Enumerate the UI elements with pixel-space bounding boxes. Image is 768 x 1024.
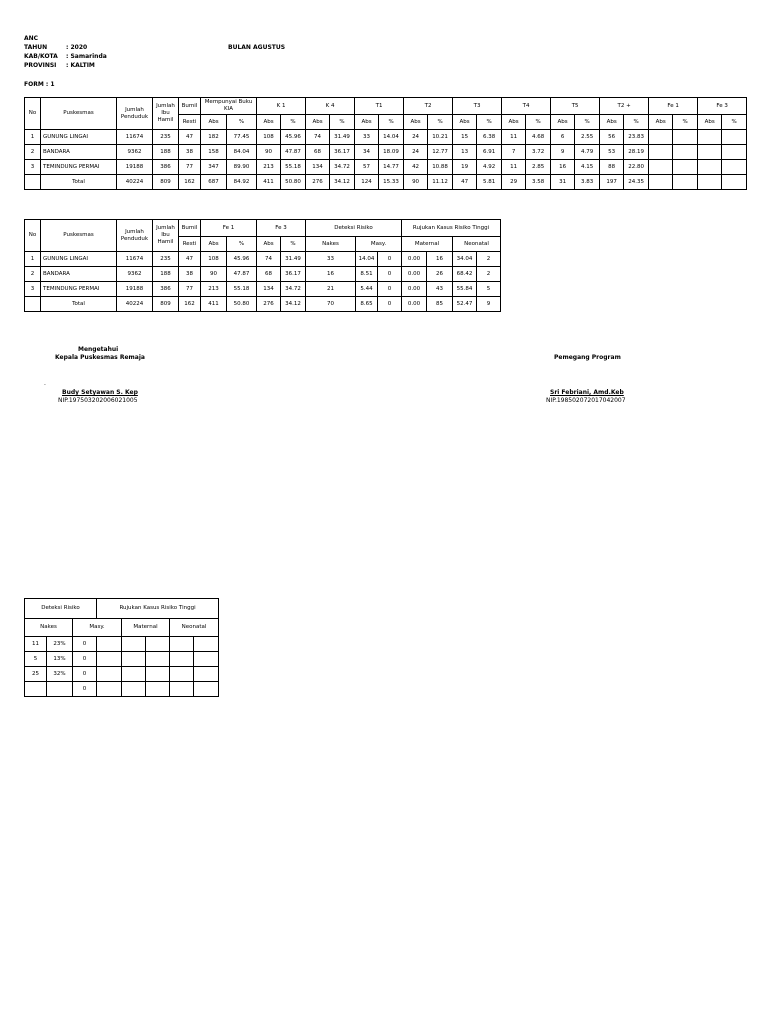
cell-t2-pct: 11.12 <box>428 175 453 190</box>
cell-fe3-pct <box>722 160 747 175</box>
cell-no <box>25 175 41 190</box>
cell-resti: 162 <box>179 175 201 190</box>
cell-fe1-pct <box>673 175 698 190</box>
subheader-pct: % <box>428 115 453 130</box>
cell-fe1-pct: 47.87 <box>227 267 257 282</box>
cell-t5-pct: 4.15 <box>575 160 600 175</box>
subheader-abs: Abs <box>257 115 281 130</box>
col-header-t3: T3 <box>453 98 502 115</box>
cell-masy-abs: 0 <box>378 252 402 267</box>
cell-t4-abs: 11 <box>502 160 526 175</box>
col-header-rujukan: Rujukan Kasus Risiko Tinggi <box>402 220 501 237</box>
table-row <box>25 652 219 667</box>
col-header-jumlah-ibu-hamil: Jumlah Ibu Hamil <box>153 98 179 130</box>
cell-nakes-abs: 5 <box>25 652 47 667</box>
cell-ibu-hamil: 188 <box>153 145 179 160</box>
cell-t2-abs: 90 <box>404 175 428 190</box>
cell-fe1-abs: 411 <box>201 297 227 312</box>
cell-fe1-pct: 50.80 <box>227 297 257 312</box>
subheader-pct: % <box>281 237 306 252</box>
col-header-t2plus: T2 + <box>600 98 649 115</box>
cell-maternal-pct <box>146 652 170 667</box>
cell-penduduk: 11674 <box>117 130 153 145</box>
cell-nakes-abs: 25 <box>25 667 47 682</box>
cell-masy-pct <box>97 637 122 652</box>
cell-maternal-pct <box>146 637 170 652</box>
subheader-pct: % <box>379 115 404 130</box>
cell-neonatal-abs <box>170 682 194 697</box>
cell-penduduk: 11674 <box>117 252 153 267</box>
cell-t4-pct: 3.58 <box>526 175 551 190</box>
cell-fe3-pct: 34.12 <box>281 297 306 312</box>
cell-t2-pct: 10.88 <box>428 160 453 175</box>
cell-maternal-abs: 85 <box>427 297 453 312</box>
cell-maternal-abs <box>122 637 146 652</box>
cell-t5-abs: 16 <box>551 160 575 175</box>
program-label: ANC <box>24 35 39 42</box>
cell-t2-pct: 12.77 <box>428 145 453 160</box>
cell-nakes-abs: 16 <box>306 267 356 282</box>
cell-masy-abs: 0 <box>378 267 402 282</box>
cell-t3-abs: 47 <box>453 175 477 190</box>
col-header-no: No <box>25 220 41 252</box>
cell-no: 2 <box>25 145 41 160</box>
cell-neonatal-abs <box>170 637 194 652</box>
table-row <box>25 160 747 175</box>
table-row <box>25 667 219 682</box>
cell-nakes-abs: 70 <box>306 297 356 312</box>
subheader-masy: Masy. <box>73 619 122 637</box>
signature-left-heading: Mengetahui <box>78 346 119 353</box>
cell-fe3-pct <box>722 175 747 190</box>
col-header-k1: K 1 <box>257 98 306 115</box>
cell-fe3-pct: 31.49 <box>281 252 306 267</box>
signature-right-name: Sri Febriani, Amd.Keb <box>550 389 624 396</box>
cell-maternal-abs <box>122 652 146 667</box>
cell-t4-pct: 2.85 <box>526 160 551 175</box>
col-header-bumil: Bumil <box>179 220 201 237</box>
cell-k4-abs: 276 <box>306 175 330 190</box>
table-row-total <box>25 175 747 190</box>
cell-t5-pct: 4.79 <box>575 145 600 160</box>
kabkota-line: KAB/KOTA : Samarinda <box>24 53 107 60</box>
cell-k4-pct: 34.12 <box>330 175 355 190</box>
subheader-pct: % <box>722 115 747 130</box>
cell-k1-abs: 213 <box>257 160 281 175</box>
cell-resti: 47 <box>179 252 201 267</box>
cell-t3-pct: 6.91 <box>477 145 502 160</box>
subheader-pct: % <box>526 115 551 130</box>
cell-t5-pct: 3.83 <box>575 175 600 190</box>
subheader-pct: % <box>575 115 600 130</box>
table-row <box>25 637 219 652</box>
cell-nakes-pct: 14.04 <box>356 252 378 267</box>
subheader-resti: Resti <box>179 237 201 252</box>
cell-penduduk: 40224 <box>117 297 153 312</box>
cell-t5-abs: 9 <box>551 145 575 160</box>
col-header-t2: T2 <box>404 98 453 115</box>
table-row <box>25 145 747 160</box>
subheader-abs: Abs <box>404 115 428 130</box>
cell-nakes-pct: 8.51 <box>356 267 378 282</box>
cell-fe3-pct: 34.72 <box>281 282 306 297</box>
cell-t2plus-pct: 28.19 <box>624 145 649 160</box>
cell-resti: 162 <box>179 297 201 312</box>
signature-left-nip: NIP.197503202006021005 <box>58 397 138 404</box>
cell-k4-pct: 36.17 <box>330 145 355 160</box>
cell-masy-pct <box>97 652 122 667</box>
subheader-abs: Abs <box>649 115 673 130</box>
subheader-neonatal: Neonatal <box>170 619 219 637</box>
cell-total-label: Total <box>41 297 117 312</box>
cell-maternal-pct: 68.42 <box>453 267 477 282</box>
cell-t5-abs: 6 <box>551 130 575 145</box>
signature-right-nip: NIP.198502072017042007 <box>546 397 626 404</box>
subheader-abs: Abs <box>306 115 330 130</box>
cell-no: 2 <box>25 267 41 282</box>
cell-t1-pct: 15.33 <box>379 175 404 190</box>
cell-neonatal-pct <box>194 637 219 652</box>
cell-k1-pct: 47.87 <box>281 145 306 160</box>
cell-fe1-abs: 90 <box>201 267 227 282</box>
cell-fe3-abs: 134 <box>257 282 281 297</box>
cell-fe1-pct <box>673 160 698 175</box>
cell-puskesmas: TEMINDUNG PERMAI <box>41 160 117 175</box>
cell-resti: 38 <box>179 145 201 160</box>
cell-maternal-abs: 26 <box>427 267 453 282</box>
cell-k1-abs: 90 <box>257 145 281 160</box>
cell-fe1-pct <box>673 130 698 145</box>
cell-ibu-hamil: 809 <box>153 175 179 190</box>
cell-t1-pct: 14.04 <box>379 130 404 145</box>
subheader-abs: Abs <box>502 115 526 130</box>
cell-ibu-hamil: 809 <box>153 297 179 312</box>
cell-puskesmas: GUNUNG LINGAI <box>41 130 117 145</box>
cell-fe3-abs <box>698 160 722 175</box>
col-header-jumlah-penduduk: Jumlah Penduduk <box>117 98 153 130</box>
cell-t3-abs: 13 <box>453 145 477 160</box>
cell-penduduk: 40224 <box>117 175 153 190</box>
cell-fe1-abs <box>649 160 673 175</box>
cell-t3-pct: 4.92 <box>477 160 502 175</box>
subheader-masy: Masy. <box>356 237 402 252</box>
subheader-abs: Abs <box>551 115 575 130</box>
cell-puskesmas: BANDARA <box>41 267 117 282</box>
cell-t2plus-pct: 23.83 <box>624 130 649 145</box>
subheader-abs: Abs <box>355 115 379 130</box>
cell-maternal-abs <box>122 682 146 697</box>
subheader-abs: Abs <box>257 237 281 252</box>
cell-t3-abs: 15 <box>453 130 477 145</box>
cell-fe1-abs <box>649 130 673 145</box>
risk-summary-table <box>24 598 219 697</box>
cell-t1-abs: 33 <box>355 130 379 145</box>
subheader-maternal: Maternal <box>402 237 453 252</box>
cell-neonatal-pct <box>194 682 219 697</box>
cell-kia-abs: 347 <box>201 160 227 175</box>
cell-neonatal-abs: 9 <box>477 297 501 312</box>
cell-penduduk: 9362 <box>117 267 153 282</box>
subheader-pct: % <box>330 115 355 130</box>
cell-k4-abs: 134 <box>306 160 330 175</box>
cell-t1-pct: 18.09 <box>379 145 404 160</box>
cell-kia-pct: 84.04 <box>227 145 257 160</box>
cell-t2plus-abs: 197 <box>600 175 624 190</box>
cell-t3-pct: 5.81 <box>477 175 502 190</box>
cell-nakes-abs: 11 <box>25 637 47 652</box>
cell-neonatal-pct <box>194 652 219 667</box>
cell-t2plus-abs: 56 <box>600 130 624 145</box>
subheader-neonatal: Neonatal <box>453 237 501 252</box>
subheader-maternal: Maternal <box>122 619 170 637</box>
cell-kia-pct: 77.45 <box>227 130 257 145</box>
cell-no: 3 <box>25 160 41 175</box>
col-header-bumil: Bumil <box>179 98 201 115</box>
cell-masy-abs: 0 <box>378 282 402 297</box>
cell-fe3-pct: 36.17 <box>281 267 306 282</box>
cell-masy-pct: 0.00 <box>402 252 427 267</box>
col-header-puskesmas: Puskesmas <box>41 220 117 252</box>
cell-ibu-hamil: 235 <box>153 252 179 267</box>
cell-nakes-pct: 8.65 <box>356 297 378 312</box>
subheader-pct: % <box>624 115 649 130</box>
signature-mark: . <box>44 380 46 387</box>
cell-maternal-abs: 16 <box>427 252 453 267</box>
subheader-pct: % <box>281 115 306 130</box>
cell-k4-abs: 68 <box>306 145 330 160</box>
col-header-puskesmas: Puskesmas <box>41 98 117 130</box>
cell-k4-pct: 31.49 <box>330 130 355 145</box>
cell-k1-pct: 55.18 <box>281 160 306 175</box>
cell-maternal-pct <box>146 682 170 697</box>
cell-no: 1 <box>25 130 41 145</box>
col-header-buku-kia: Mempunyai Buku KIA <box>201 98 257 115</box>
subheader-abs: Abs <box>201 237 227 252</box>
cell-penduduk: 19188 <box>117 160 153 175</box>
cell-masy-pct: 0.00 <box>402 282 427 297</box>
subheader-resti: Resti <box>179 115 201 130</box>
cell-k1-pct: 50.80 <box>281 175 306 190</box>
col-header-rujukan: Rujukan Kasus Risiko Tinggi <box>97 599 219 619</box>
cell-ibu-hamil: 386 <box>153 160 179 175</box>
cell-masy-abs: 0 <box>378 297 402 312</box>
cell-fe3-abs <box>698 145 722 160</box>
cell-resti: 77 <box>179 282 201 297</box>
signature-left-name: Budy Setyawan S. Kep <box>62 389 138 396</box>
subheader-abs: Abs <box>201 115 227 130</box>
cell-masy-abs: 0 <box>73 682 97 697</box>
cell-k4-pct: 34.72 <box>330 160 355 175</box>
cell-puskesmas: BANDARA <box>41 145 117 160</box>
cell-masy-abs: 0 <box>73 652 97 667</box>
cell-nakes-pct <box>47 682 73 697</box>
subheader-pct: % <box>227 115 257 130</box>
cell-resti: 47 <box>179 130 201 145</box>
cell-total-label: Total <box>41 175 117 190</box>
cell-k1-abs: 411 <box>257 175 281 190</box>
cell-penduduk: 9362 <box>117 145 153 160</box>
cell-t2plus-abs: 53 <box>600 145 624 160</box>
cell-t4-pct: 4.68 <box>526 130 551 145</box>
cell-nakes-abs: 21 <box>306 282 356 297</box>
anc-main-table <box>24 97 747 190</box>
cell-neonatal-abs <box>170 652 194 667</box>
cell-t2-abs: 24 <box>404 145 428 160</box>
subheader-pct: % <box>227 237 257 252</box>
col-header-jumlah-penduduk: Jumlah Penduduk <box>117 220 153 252</box>
col-header-fe3: Fe 3 <box>698 98 747 115</box>
table-row <box>25 130 747 145</box>
cell-maternal-pct: 52.47 <box>453 297 477 312</box>
col-header-t5: T5 <box>551 98 600 115</box>
cell-nakes-pct: 13% <box>47 652 73 667</box>
col-header-deteksi-risiko: Deteksi Risiko <box>25 599 97 619</box>
table-row-total <box>25 297 501 312</box>
cell-t5-abs: 31 <box>551 175 575 190</box>
col-header-t1: T1 <box>355 98 404 115</box>
cell-t2plus-pct: 24.35 <box>624 175 649 190</box>
subheader-nakes: Nakes <box>25 619 73 637</box>
table-row <box>25 282 501 297</box>
cell-t2-pct: 10.21 <box>428 130 453 145</box>
cell-maternal-pct <box>146 667 170 682</box>
cell-masy-pct: 0.00 <box>402 297 427 312</box>
cell-t4-abs: 29 <box>502 175 526 190</box>
subheader-abs: Abs <box>453 115 477 130</box>
cell-fe1-pct: 45.96 <box>227 252 257 267</box>
cell-t4-pct: 3.72 <box>526 145 551 160</box>
cell-neonatal-pct <box>194 667 219 682</box>
cell-kia-pct: 84.92 <box>227 175 257 190</box>
cell-fe1-pct: 55.18 <box>227 282 257 297</box>
cell-ibu-hamil: 386 <box>153 282 179 297</box>
cell-nakes-abs: 33 <box>306 252 356 267</box>
cell-neonatal-abs: 2 <box>477 252 501 267</box>
cell-fe3-pct <box>722 145 747 160</box>
subheader-abs: Abs <box>698 115 722 130</box>
cell-maternal-pct: 34.04 <box>453 252 477 267</box>
cell-resti: 77 <box>179 160 201 175</box>
cell-t4-abs: 11 <box>502 130 526 145</box>
cell-t5-pct: 2.55 <box>575 130 600 145</box>
cell-fe3-abs <box>698 175 722 190</box>
cell-t1-abs: 57 <box>355 160 379 175</box>
cell-kia-abs: 687 <box>201 175 227 190</box>
cell-k1-pct: 45.96 <box>281 130 306 145</box>
col-header-t4: T4 <box>502 98 551 115</box>
cell-fe1-abs: 213 <box>201 282 227 297</box>
cell-resti: 38 <box>179 267 201 282</box>
bulan-label: BULAN AGUSTUS <box>228 44 286 51</box>
cell-fe3-abs: 68 <box>257 267 281 282</box>
cell-kia-pct: 89.90 <box>227 160 257 175</box>
cell-neonatal-abs: 2 <box>477 267 501 282</box>
col-header-fe1: Fe 1 <box>201 220 257 237</box>
col-header-fe1: Fe 1 <box>649 98 698 115</box>
subheader-nakes: Nakes <box>306 237 356 252</box>
cell-masy-abs: 0 <box>73 667 97 682</box>
cell-t3-pct: 6.38 <box>477 130 502 145</box>
cell-nakes-pct: 5.44 <box>356 282 378 297</box>
table-row <box>25 682 219 697</box>
cell-no: 3 <box>25 282 41 297</box>
cell-penduduk: 19188 <box>117 282 153 297</box>
subheader-pct: % <box>477 115 502 130</box>
cell-t1-pct: 14.77 <box>379 160 404 175</box>
col-header-k4: K 4 <box>306 98 355 115</box>
cell-kia-abs: 182 <box>201 130 227 145</box>
cell-t2plus-abs: 88 <box>600 160 624 175</box>
col-header-fe3: Fe 3 <box>257 220 306 237</box>
cell-k1-abs: 108 <box>257 130 281 145</box>
table-row <box>25 267 501 282</box>
cell-fe3-pct <box>722 130 747 145</box>
cell-fe1-pct <box>673 145 698 160</box>
cell-maternal-pct: 55.84 <box>453 282 477 297</box>
fe-risk-table <box>24 219 501 312</box>
cell-ibu-hamil: 235 <box>153 130 179 145</box>
cell-masy-pct <box>97 667 122 682</box>
cell-neonatal-abs: 5 <box>477 282 501 297</box>
col-header-no: No <box>25 98 41 130</box>
cell-fe3-abs: 276 <box>257 297 281 312</box>
cell-t3-abs: 19 <box>453 160 477 175</box>
tahun-line: TAHUN : 2020 <box>24 44 88 51</box>
cell-t2-abs: 24 <box>404 130 428 145</box>
cell-maternal-abs: 43 <box>427 282 453 297</box>
cell-t2plus-pct: 22.80 <box>624 160 649 175</box>
cell-nakes-pct: 23% <box>47 637 73 652</box>
cell-puskesmas: TEMINDUNG PERMAI <box>41 282 117 297</box>
cell-t1-abs: 124 <box>355 175 379 190</box>
cell-nakes-pct: 32% <box>47 667 73 682</box>
table-row <box>25 252 501 267</box>
cell-t4-abs: 7 <box>502 145 526 160</box>
cell-nakes-abs <box>25 682 47 697</box>
cell-neonatal-abs <box>170 667 194 682</box>
subheader-abs: Abs <box>600 115 624 130</box>
cell-fe1-abs <box>649 145 673 160</box>
subheader-pct: % <box>673 115 698 130</box>
signature-right-title: Pemegang Program <box>554 354 621 361</box>
cell-fe3-abs <box>698 130 722 145</box>
cell-fe3-abs: 74 <box>257 252 281 267</box>
col-header-jumlah-ibu-hamil: Jumlah Ibu Hamil <box>153 220 179 252</box>
cell-maternal-abs <box>122 667 146 682</box>
cell-no: 1 <box>25 252 41 267</box>
cell-t1-abs: 34 <box>355 145 379 160</box>
cell-puskesmas: GUNUNG LINGAI <box>41 252 117 267</box>
cell-ibu-hamil: 188 <box>153 267 179 282</box>
cell-fe1-abs: 108 <box>201 252 227 267</box>
cell-masy-pct <box>97 682 122 697</box>
col-header-deteksi-risiko: Deteksi Risiko <box>306 220 402 237</box>
form-label: FORM : 1 <box>24 81 55 88</box>
cell-masy-pct: 0.00 <box>402 267 427 282</box>
cell-no <box>25 297 41 312</box>
cell-masy-abs: 0 <box>73 637 97 652</box>
cell-fe1-abs <box>649 175 673 190</box>
cell-t2-abs: 42 <box>404 160 428 175</box>
cell-kia-abs: 158 <box>201 145 227 160</box>
signature-left-title: Kepala Puskesmas Remaja <box>55 354 145 361</box>
cell-k4-abs: 74 <box>306 130 330 145</box>
provinsi-line: PROVINSI : KALTIM <box>24 62 95 69</box>
